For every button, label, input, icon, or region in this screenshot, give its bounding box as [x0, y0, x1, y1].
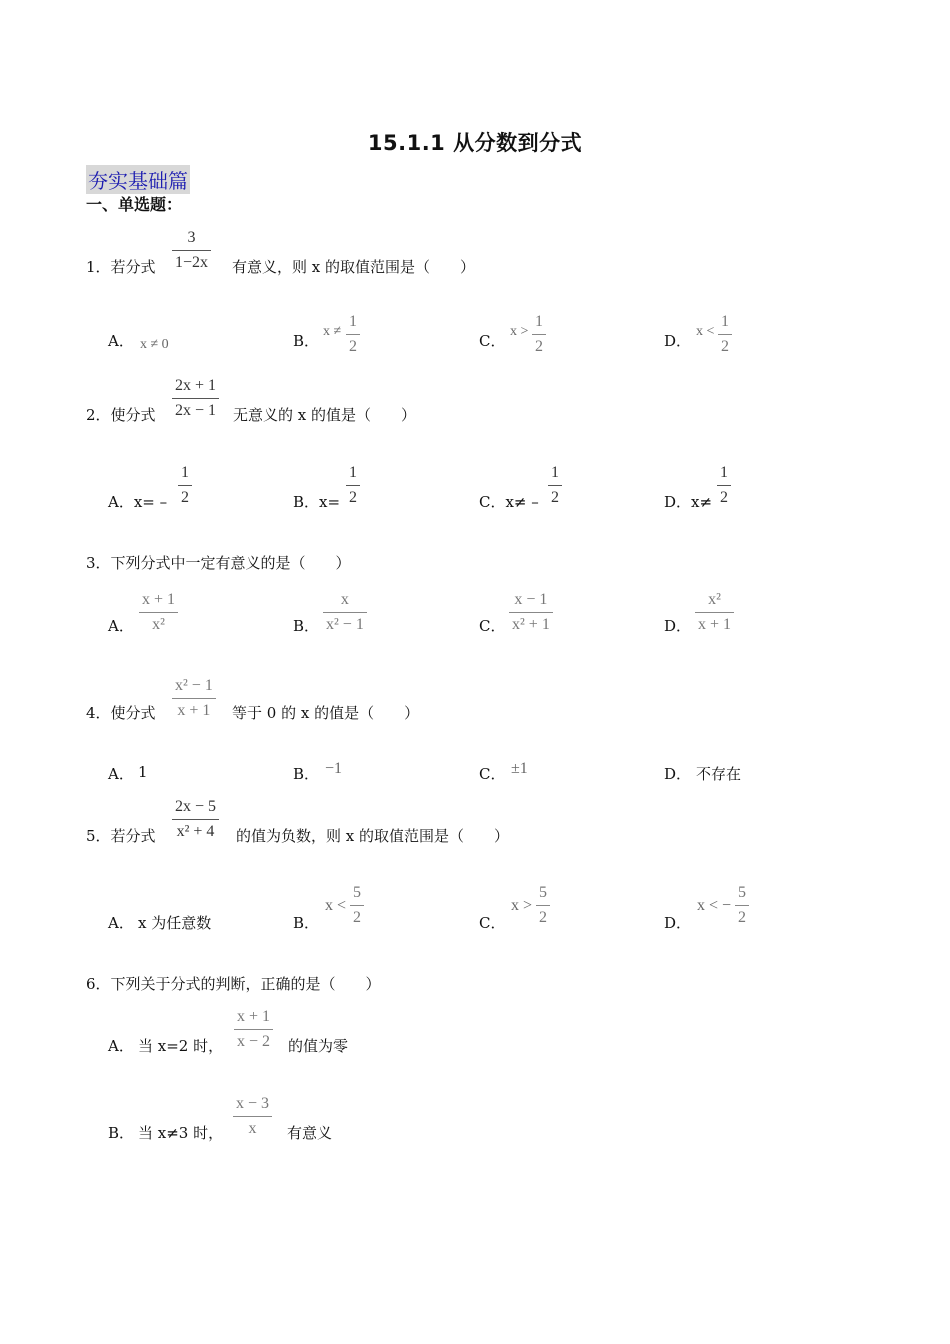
q3-option-d-frac — [695, 591, 734, 634]
q1-frac-den: 1−2x — [175, 254, 209, 271]
q1-prefix: 1．若分式 — [86, 258, 156, 276]
q3-option-b-label[interactable]: B． — [293, 617, 320, 635]
q5-option-d-num: 5 — [738, 884, 746, 901]
q1-frac-num: 3 — [187, 229, 196, 246]
q2-option-d-frac — [717, 464, 731, 507]
q6-option-a-num: x + 1 — [237, 1008, 271, 1025]
q3-option-b-frac — [323, 591, 367, 634]
q6-option-a-den: x − 2 — [237, 1033, 271, 1050]
q6-option-b-label[interactable]: B． — [108, 1124, 135, 1142]
q3-option-b-num: x — [340, 591, 349, 608]
q1-option-d-label[interactable]: D． — [664, 332, 692, 350]
q1-option-b-rel: x ≠ — [323, 324, 342, 339]
section-label: 夯实基础篇 — [86, 165, 190, 194]
q4-frac-num: x² − 1 — [175, 677, 213, 694]
q5-option-c-label[interactable]: C． — [479, 914, 506, 932]
q3-option-a-label[interactable]: A． — [108, 617, 134, 635]
q1-option-b-label[interactable]: B． — [293, 332, 320, 350]
q5-frac-num: 2x − 5 — [175, 798, 217, 815]
q2-option-a-num: 1 — [181, 464, 189, 481]
q6-option-b-post: 有意义 — [287, 1124, 333, 1142]
q3-option-c-frac — [509, 591, 553, 634]
q5-option-c-den: 2 — [539, 909, 547, 926]
q2-option-b-num: 1 — [349, 464, 357, 481]
q1-option-a-label[interactable]: A． — [108, 332, 134, 350]
q4-fraction — [172, 677, 216, 720]
q2-fraction — [172, 377, 219, 420]
q2-option-d-den: 2 — [720, 489, 728, 506]
q2-option-c-label[interactable]: C．x≠ – — [479, 493, 539, 511]
q2-prefix: 2．使分式 — [86, 406, 156, 424]
page-title: 15.1.1 从分数到分式 — [367, 131, 583, 155]
q5-option-d-den: 2 — [738, 909, 746, 926]
q3-option-c-den: x² + 1 — [512, 616, 550, 633]
q1-fraction — [172, 229, 211, 272]
q6-text: 6．下列关于分式的判断，正确的是（ ） — [86, 975, 381, 993]
q5-option-b-label[interactable]: B． — [293, 914, 320, 932]
q1-option-d-rel: x < — [696, 324, 715, 339]
q6-option-a-post: 的值为零 — [288, 1037, 349, 1055]
q3-option-a-num: x + 1 — [142, 591, 176, 608]
q3-option-d-den: x + 1 — [698, 616, 732, 633]
q3-text: 3．下列分式中一定有意义的是（ ） — [86, 554, 351, 572]
q3-option-a-frac — [139, 591, 178, 634]
q1-option-d-den: 2 — [721, 338, 729, 355]
q6-option-a-label[interactable]: A． — [108, 1037, 134, 1055]
q5-option-b-num: 5 — [353, 884, 361, 901]
q5-fraction — [172, 798, 219, 841]
q6-option-a-pre: 当 x=2 时， — [138, 1037, 224, 1055]
q2-option-b-label[interactable]: B．x= — [293, 493, 341, 511]
q5-option-c-num: 5 — [539, 884, 547, 901]
q5-prefix: 5．若分式 — [86, 827, 156, 845]
q4-prefix: 4．使分式 — [86, 704, 156, 722]
q1-option-c-label[interactable]: C． — [479, 332, 506, 350]
q5-option-d-rel: x < − — [697, 897, 732, 914]
q5-option-b-frac — [350, 884, 364, 927]
q4-option-c-label[interactable]: C． — [479, 765, 506, 783]
q5-option-a-value: x 为任意数 — [138, 914, 212, 932]
q3-option-b-den: x² − 1 — [326, 616, 364, 633]
q3-option-d-num: x² — [708, 591, 721, 608]
q6-option-b-frac — [233, 1095, 272, 1138]
q3-option-c-label[interactable]: C． — [479, 617, 506, 635]
q2-option-c-num: 1 — [551, 464, 559, 481]
q1-option-c-rel: x > — [510, 324, 529, 339]
q5-option-c-frac — [536, 884, 550, 927]
q4-option-a-label[interactable]: A． — [108, 765, 134, 783]
subsection-heading: 一、单选题： — [86, 195, 183, 214]
q1-option-c-frac — [532, 313, 546, 356]
q6-option-b-num: x − 3 — [236, 1095, 270, 1112]
q5-option-a-label[interactable]: A． — [108, 914, 134, 932]
q2-option-c-frac — [548, 464, 562, 507]
q5-frac-den: x² + 4 — [176, 823, 215, 840]
q2-option-d-label[interactable]: D．x≠ — [664, 493, 713, 511]
q5-suffix: 的值为负数，则 x 的取值范围是（ ） — [236, 827, 509, 845]
q4-option-d-value: 不存在 — [696, 765, 742, 783]
q1-suffix: 有意义，则 x 的取值范围是（ ） — [232, 258, 475, 276]
q4-frac-den: x + 1 — [177, 702, 211, 719]
q2-option-c-den: 2 — [551, 489, 559, 506]
q6-option-b-pre: 当 x≠3 时， — [138, 1124, 224, 1142]
q3-option-d-label[interactable]: D． — [664, 617, 692, 635]
q4-option-d-label[interactable]: D． — [664, 765, 692, 783]
q4-option-b-label[interactable]: B． — [293, 765, 320, 783]
q3-option-c-num: x − 1 — [514, 591, 548, 608]
q1-option-b-frac — [346, 313, 360, 356]
q6-option-b-den: x — [248, 1120, 257, 1137]
q6-option-a-frac — [234, 1008, 273, 1051]
q2-frac-num: 2x + 1 — [175, 377, 217, 394]
q2-option-a-label[interactable]: A．x= – — [108, 493, 168, 511]
q5-option-d-frac — [735, 884, 749, 927]
q1-option-b-den: 2 — [349, 338, 357, 355]
q2-frac-den: 2x − 1 — [175, 402, 217, 419]
q2-option-d-num: 1 — [720, 464, 728, 481]
q4-option-c-value: ±1 — [511, 760, 528, 777]
q5-option-d-label[interactable]: D． — [664, 914, 692, 932]
q1-option-c-den: 2 — [535, 338, 543, 355]
q1-option-d-frac — [718, 313, 732, 356]
q1-option-a-expr: x ≠ 0 — [140, 337, 169, 352]
q2-option-b-den: 2 — [349, 489, 357, 506]
q5-option-c-rel: x > — [511, 897, 533, 914]
q4-option-b-value: −1 — [325, 760, 343, 777]
q4-suffix: 等于 0 的 x 的值是（ ） — [232, 704, 420, 722]
q1-option-c-num: 1 — [535, 313, 543, 330]
q5-option-b-rel: x < — [325, 897, 347, 914]
q2-suffix: 无意义的 x 的值是（ ） — [233, 406, 416, 424]
q5-option-b-den: 2 — [353, 909, 361, 926]
q2-option-a-den: 2 — [181, 489, 189, 506]
q4-option-a-value: 1 — [138, 763, 148, 781]
q1-option-b-num: 1 — [349, 313, 357, 330]
q3-option-a-den: x² — [152, 616, 165, 633]
q2-option-b-frac — [346, 464, 360, 507]
q2-option-a-frac — [178, 464, 192, 507]
q1-option-d-num: 1 — [721, 313, 729, 330]
